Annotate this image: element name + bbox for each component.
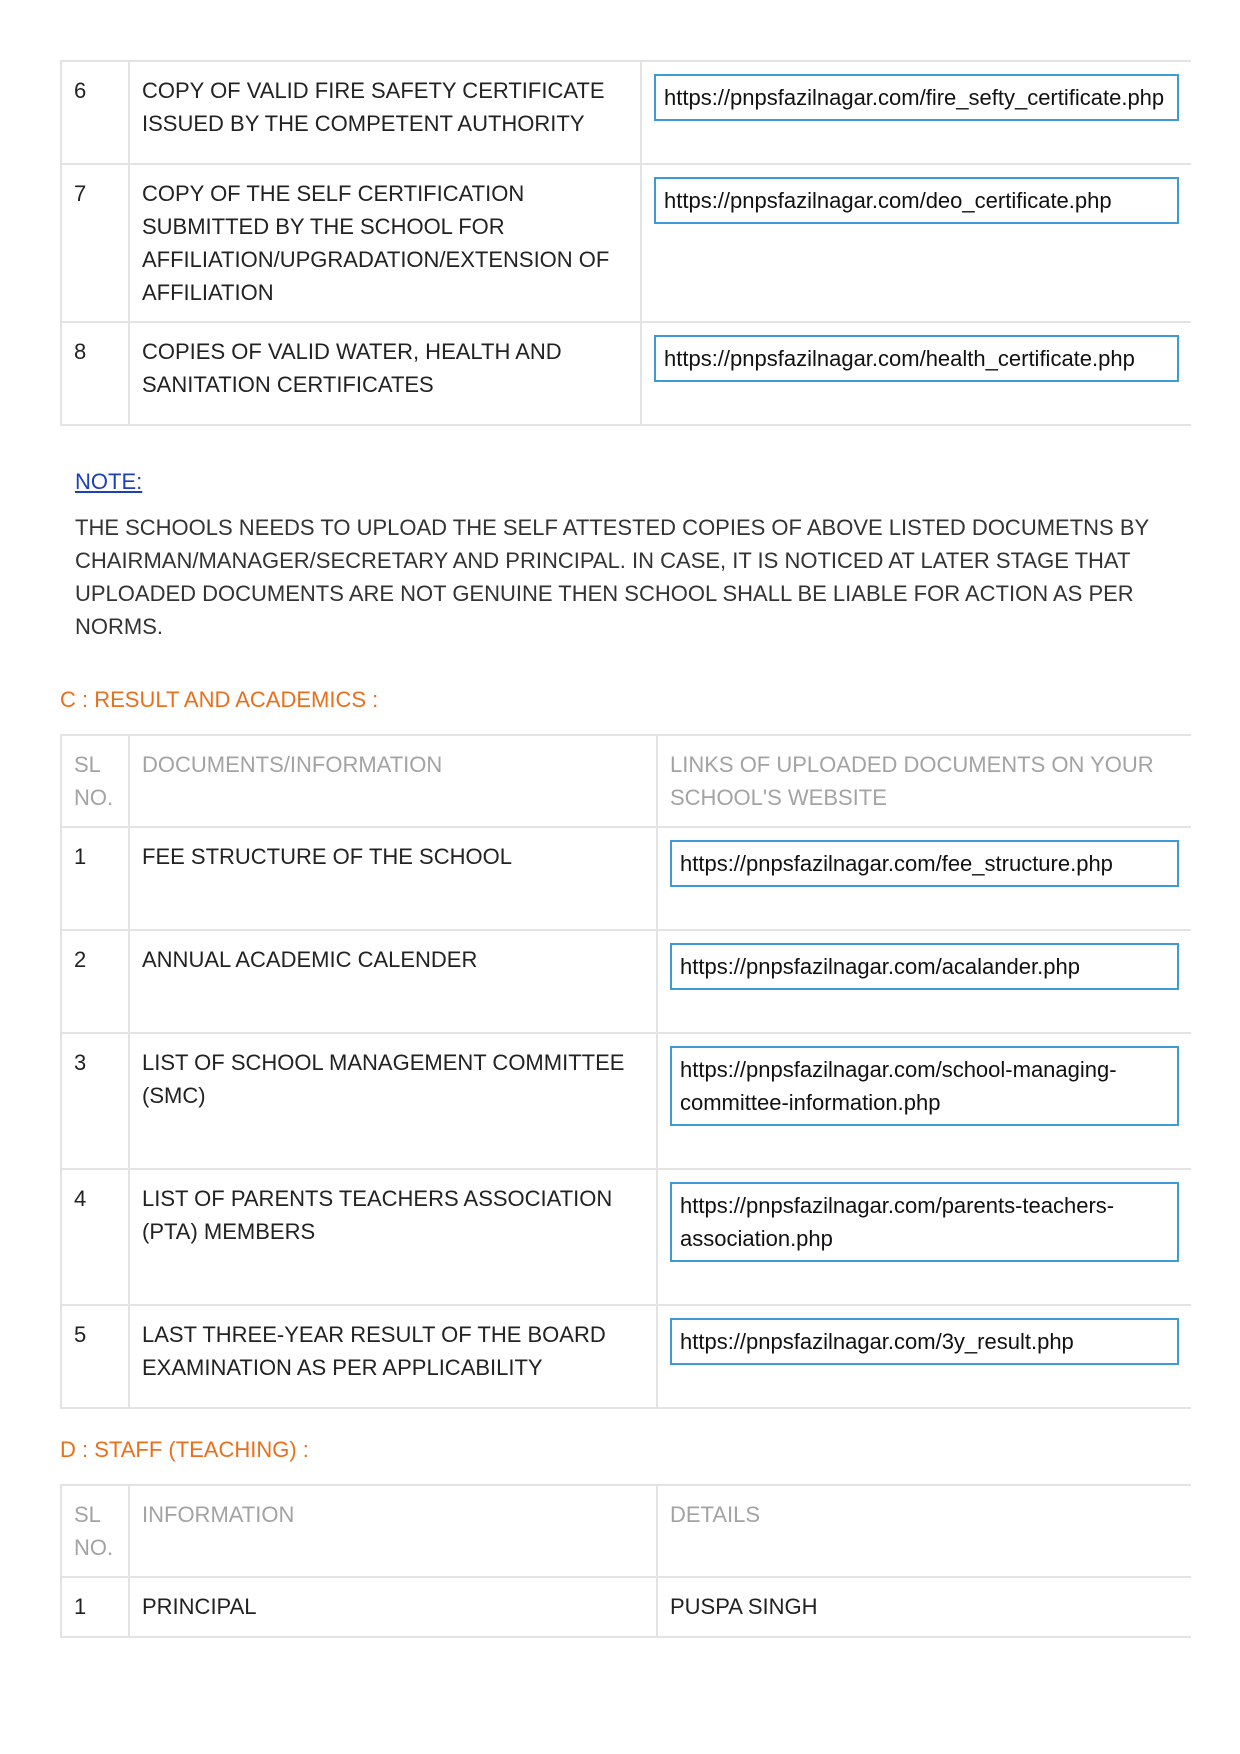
document-name: COPIES OF VALID WATER, HEALTH AND SANITATION CERTIFICATES (129, 322, 641, 425)
note-body: THE SCHOOLS NEEDS TO UPLOAD THE SELF ATTESTED COPIES OF ABOVE LISTED DOCUMETNS BY CHAIRMAN/MANAGER/SECRETARY AND PRINCIPAL. IN CASE, IT IS NOTICED AT LATER STAGE THAT UPLOADED DOCUMENTS ARE NOT GENUINE THEN SCHOOL SHALL BE LIABLE FOR ACTION AS PER NORMS. (75, 515, 1149, 639)
document-name: LIST OF PARENTS TEACHERS ASSOCIATION (PTA) MEMBERS (129, 1169, 657, 1305)
note-title[interactable]: NOTE: (75, 469, 143, 494)
header-information: INFORMATION (129, 1485, 657, 1577)
table-header-row (61, 1485, 1191, 1577)
link-cell (657, 827, 1191, 930)
table-row (61, 1577, 1191, 1637)
document-link[interactable]: https://pnpsfazilnagar.com/3y_result.php (670, 1318, 1179, 1365)
table-row (61, 1033, 1191, 1169)
document-link[interactable]: https://pnpsfazilnagar.com/deo_certificate.php (654, 177, 1179, 224)
table-row (61, 322, 1191, 425)
document-link[interactable]: https://pnpsfazilnagar.com/school-managing-committee-information.php (670, 1046, 1179, 1126)
section-c-table (60, 734, 1191, 1409)
sl-number: 3 (61, 1033, 129, 1169)
link-cell (641, 164, 1191, 322)
link-cell (641, 61, 1191, 164)
sl-number: 2 (61, 930, 129, 1033)
sl-number: 1 (61, 827, 129, 930)
table-header-row (61, 735, 1191, 827)
sl-number: 4 (61, 1169, 129, 1305)
document-link[interactable]: https://pnpsfazilnagar.com/fee_structure.php (670, 840, 1179, 887)
link-cell (657, 930, 1191, 1033)
link-cell (657, 1169, 1191, 1305)
header-documents: DOCUMENTS/INFORMATION (129, 735, 657, 827)
section-b-table (60, 60, 1191, 426)
document-link[interactable]: https://pnpsfazilnagar.com/acalander.php (670, 943, 1179, 990)
link-cell (641, 322, 1191, 425)
header-sl-no: SL NO. (61, 1485, 129, 1577)
header-details: DETAILS (657, 1485, 1191, 1577)
sl-number: 5 (61, 1305, 129, 1408)
document-link[interactable]: https://pnpsfazilnagar.com/fire_sefty_certificate.php (654, 74, 1179, 121)
document-name: COPY OF THE SELF CERTIFICATION SUBMITTED BY THE SCHOOL FOR AFFILIATION/UPGRADATION/EXTENSION OF AFFILIATION (129, 164, 641, 322)
table-row (61, 1169, 1191, 1305)
table-row (61, 827, 1191, 930)
document-link[interactable]: https://pnpsfazilnagar.com/parents-teachers-association.php (670, 1182, 1179, 1262)
information: PRINCIPAL (129, 1577, 657, 1637)
sl-number: 8 (61, 322, 129, 425)
document-name: COPY OF VALID FIRE SAFETY CERTIFICATE ISSUED BY THE COMPETENT AUTHORITY (129, 61, 641, 164)
document-link[interactable]: https://pnpsfazilnagar.com/health_certificate.php (654, 335, 1179, 382)
document-name: LAST THREE-YEAR RESULT OF THE BOARD EXAMINATION AS PER APPLICABILITY (129, 1305, 657, 1408)
section-d-table (60, 1484, 1191, 1638)
document-name: FEE STRUCTURE OF THE SCHOOL (129, 827, 657, 930)
table-row (61, 1305, 1191, 1408)
header-sl-no: SL NO. (61, 735, 129, 827)
document-name: ANNUAL ACADEMIC CALENDER (129, 930, 657, 1033)
detail: PUSPA SINGH (657, 1577, 1191, 1637)
table-row (61, 61, 1191, 164)
section-c-title: C : RESULT AND ACADEMICS : (60, 687, 379, 712)
sl-number: 7 (61, 164, 129, 322)
link-cell (657, 1305, 1191, 1408)
link-cell (657, 1033, 1191, 1169)
table-row (61, 164, 1191, 322)
sl-number: 6 (61, 61, 129, 164)
header-links: LINKS OF UPLOADED DOCUMENTS ON YOUR SCHOOL'S WEBSITE (657, 735, 1191, 827)
sl-number: 1 (61, 1577, 129, 1637)
document-name: LIST OF SCHOOL MANAGEMENT COMMITTEE (SMC) (129, 1033, 657, 1169)
section-d-title: D : STAFF (TEACHING) : (60, 1437, 309, 1462)
table-row (61, 930, 1191, 1033)
